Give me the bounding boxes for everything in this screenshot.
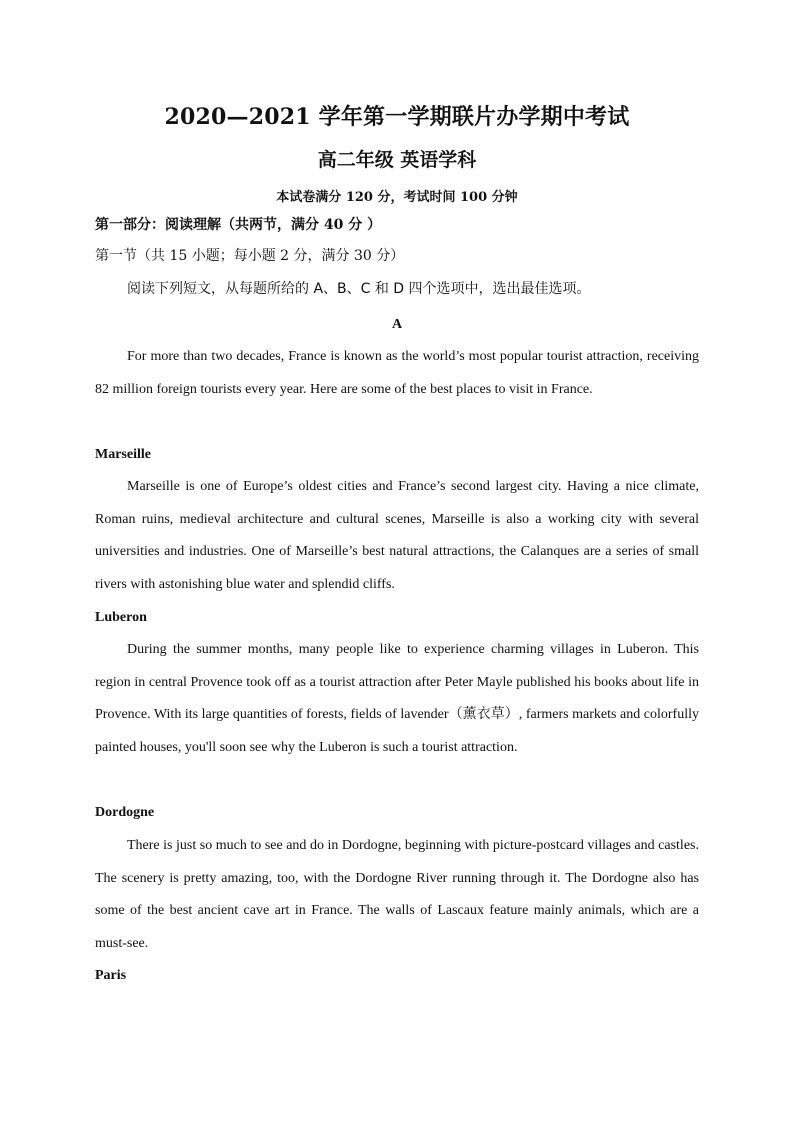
- place-heading-marseille: Marseille: [95, 447, 151, 462]
- place-heading-luberon: Luberon: [95, 610, 147, 625]
- passage-letter: A: [391, 317, 403, 332]
- instructions: 阅读下列短文，从每题所给的 A、B、C 和 D 四个选项中，选出最佳选项。: [127, 281, 591, 297]
- exam-subtitle: 高二年级 英语学科: [317, 149, 477, 171]
- exam-title: 2020—2021 学年第一学期联片办学期中考试: [164, 104, 630, 130]
- place-heading-dordogne: Dordogne: [95, 805, 155, 820]
- place-paragraph-marseille: Marseille is one of Europe’s oldest cities and France’s second largest city. Having a nice climate, Roman ruins, medieval architecture and cultural scenes, Marseille is also a working city with several universities and industries. One of Marseille’s best natural attractions, the Calanques are a series of small rivers with astonishing blue water and splendid cliffs.: [95, 479, 699, 593]
- place-paragraph-dordogne: There is just so much to see and do in Dordogne, beginning with picture-postcard villages and castles. The scenery is pretty amazing, too, with the Dordogne River running through it. The Dordogne also has some of the best ancient cave art in France. The walls of Lascaux feature mainly animals, which are a must-see.: [95, 838, 699, 952]
- exam-page: [95, 0, 699, 1123]
- place-paragraph-luberon: During the summer months, many people like to experience charming villages in Luberon. This region in central Provence took off as a tourist attraction after Peter Mayle published his books about life in Provence. With its large quantities of forests, fields of lavender（薰衣草）, farmers markets and colorfully painted houses, you'll soon see why the Luberon is such a tourist attraction.: [95, 642, 699, 756]
- intro-paragraph: For more than two decades, France is known as the world’s most popular tourist attraction, receiving 82 million foreign tourists every year. Here are some of the best places to visit in France.: [95, 349, 699, 397]
- exam-note: 本试卷满分 120 分，考试时间 100 分钟: [276, 190, 518, 205]
- place-heading-paris: Paris: [95, 968, 127, 983]
- part-heading: 第一部分：阅读理解（共两节，满分 40 分 ）: [95, 217, 382, 233]
- section-heading: 第一节（共 15 小题；每小题 2 分，满分 30 分）: [95, 248, 405, 264]
